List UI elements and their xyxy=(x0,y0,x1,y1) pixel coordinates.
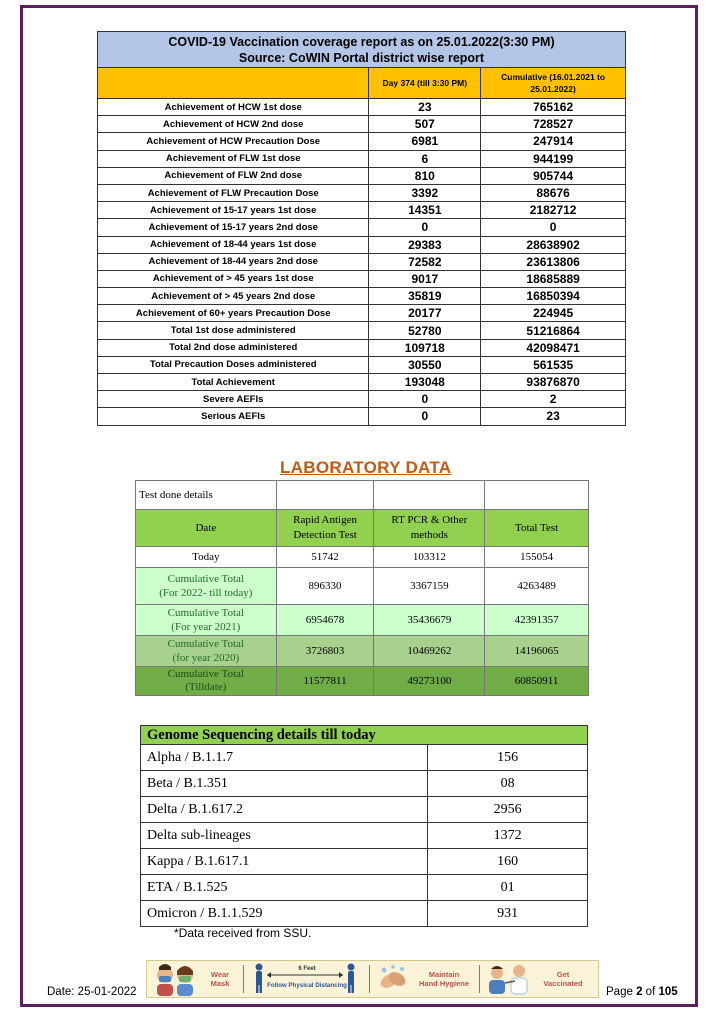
genome-variant-count: 156 xyxy=(428,745,588,771)
lab-row-label xyxy=(136,605,277,636)
banner-divider xyxy=(479,965,480,993)
vaccination-row-day: 20177 xyxy=(369,305,481,322)
vaccination-row-day: 6981 xyxy=(369,133,481,150)
vaccination-row-label: Achievement of FLW Precaution Dose xyxy=(98,184,369,201)
vaccination-row-cumulative: 51216864 xyxy=(481,322,626,339)
lab-row-label xyxy=(136,547,277,568)
vaccination-row-cumulative: 16850394 xyxy=(481,288,626,305)
vaccination-row xyxy=(98,184,626,201)
vaccination-row-day: 72582 xyxy=(369,253,481,270)
mask-people-icon xyxy=(151,961,201,997)
vaccination-row-day: 30550 xyxy=(369,356,481,373)
vaccination-row xyxy=(98,116,626,133)
lab-row-label-line2: (Tilldate) xyxy=(185,681,227,693)
vaccination-row-label: Achievement of HCW 2nd dose xyxy=(98,116,369,133)
vaccination-row-label: Achievement of 15-17 years 2nd dose xyxy=(98,219,369,236)
empty-cell xyxy=(374,481,485,510)
lab-row-label-line1: Cumulative Total xyxy=(167,668,244,680)
genome-variant-count: 1372 xyxy=(428,823,588,849)
lab-row xyxy=(136,605,589,636)
vaccination-row xyxy=(98,305,626,322)
vaccination-row xyxy=(98,391,626,408)
vaccination-row-day: 810 xyxy=(369,167,481,184)
lab-row xyxy=(136,667,589,696)
vaccination-title-line1: COVID-19 Vaccination coverage report as on 25.01.2022(3:30 PM) xyxy=(168,34,555,49)
vaccination-row xyxy=(98,322,626,339)
vaccination-row-day: 109718 xyxy=(369,339,481,356)
vaccination-row xyxy=(98,253,626,270)
hand-hygiene-text xyxy=(413,970,475,988)
wear-mask-text xyxy=(205,970,235,988)
genome-variant-name: Beta / B.1.351 xyxy=(141,771,428,797)
empty-cell xyxy=(276,481,374,510)
vaccination-row-day: 0 xyxy=(369,391,481,408)
vaccination-title-row xyxy=(98,32,626,68)
genome-title: Genome Sequencing details till today xyxy=(141,726,588,745)
empty-cell xyxy=(485,481,589,510)
vaccination-row-label: Total 1st dose administered xyxy=(98,322,369,339)
lab-row-total: 4263489 xyxy=(485,568,589,605)
vaccination-row xyxy=(98,374,626,391)
vaccination-row xyxy=(98,133,626,150)
genome-row xyxy=(141,797,588,823)
vaccination-row-label: Total Precaution Doses administered xyxy=(98,356,369,373)
vaccination-row-label: Serious AEFIs xyxy=(98,408,369,425)
lab-row-rat: 11577811 xyxy=(276,667,374,696)
vaccination-row-cumulative: 28638902 xyxy=(481,236,626,253)
genome-variant-name: Kappa / B.1.617.1 xyxy=(141,849,428,875)
genome-header-row xyxy=(141,726,588,745)
footer-date: Date: 25-01-2022 xyxy=(47,986,137,998)
vaccination-row-cumulative: 2182712 xyxy=(481,202,626,219)
safety-banner xyxy=(146,960,599,998)
page-current: 2 xyxy=(636,986,643,998)
genome-variant-count: 01 xyxy=(428,875,588,901)
vaccination-row-day: 29383 xyxy=(369,236,481,253)
vaccination-row-day: 9017 xyxy=(369,270,481,287)
lab-row-rtpcr: 35436679 xyxy=(374,605,485,636)
genome-row xyxy=(141,823,588,849)
vaccination-row-day: 14351 xyxy=(369,202,481,219)
lab-row-label xyxy=(136,636,277,667)
lab-row-label-line1: Cumulative Total xyxy=(167,607,244,619)
banner-divider xyxy=(369,965,370,993)
lab-row-label-line2: (For 2022- till today) xyxy=(159,587,253,599)
laboratory-section-title: LABORATORY DATA xyxy=(280,458,452,477)
vaccination-row-label: Severe AEFIs xyxy=(98,391,369,408)
vaccination-header-row xyxy=(98,68,626,99)
lab-row-total: 14196065 xyxy=(485,636,589,667)
vaccination-row xyxy=(98,288,626,305)
page-number xyxy=(606,986,678,998)
vaccination-row-cumulative: 42098471 xyxy=(481,339,626,356)
lab-row-rat: 6954678 xyxy=(276,605,374,636)
vaccination-row-label: Total Achievement xyxy=(98,374,369,391)
lab-header-rtpcr-line2: methods xyxy=(410,529,448,541)
lab-row-label-line1: Cumulative Total xyxy=(167,573,244,585)
header-cumulative-line1: Cumulative (16.01.2021 to xyxy=(501,72,606,82)
genome-variant-count: 2956 xyxy=(428,797,588,823)
vaccination-row-day: 193048 xyxy=(369,374,481,391)
genome-variant-name: Alpha / B.1.1.7 xyxy=(141,745,428,771)
header-blank xyxy=(98,68,369,99)
vaccination-row-label: Achievement of 18-44 years 2nd dose xyxy=(98,253,369,270)
lab-row-rtpcr: 10469262 xyxy=(374,636,485,667)
page-prefix: Page xyxy=(606,986,633,998)
lab-row-rat: 51742 xyxy=(276,547,374,568)
vaccination-row-cumulative: 88676 xyxy=(481,184,626,201)
vaccination-row xyxy=(98,219,626,236)
vaccination-row-label: Achievement of 15-17 years 1st dose xyxy=(98,202,369,219)
page-total: 105 xyxy=(658,986,678,998)
lab-header-date: Date xyxy=(136,510,277,547)
vaccination-row-label: Achievement of FLW 1st dose xyxy=(98,150,369,167)
lab-row-label xyxy=(136,667,277,696)
vaccination-row-cumulative: 23 xyxy=(481,408,626,425)
vaccinated-text: Vaccinated xyxy=(543,979,583,988)
get-vaccinated-text xyxy=(539,970,587,988)
vaccination-row-cumulative: 18685889 xyxy=(481,270,626,287)
vaccination-row xyxy=(98,99,626,116)
vaccination-row-day: 0 xyxy=(369,219,481,236)
vaccination-row-cumulative: 0 xyxy=(481,219,626,236)
vaccination-row xyxy=(98,339,626,356)
lab-row-total: 42391357 xyxy=(485,605,589,636)
genome-body xyxy=(141,745,588,927)
vaccination-row-day: 6 xyxy=(369,150,481,167)
lab-row-rat: 896330 xyxy=(276,568,374,605)
vaccination-row-cumulative: 728527 xyxy=(481,116,626,133)
lab-header-rat-line1: Rapid Antigen xyxy=(293,514,357,526)
genome-variant-count: 08 xyxy=(428,771,588,797)
vaccination-row-cumulative: 765162 xyxy=(481,99,626,116)
vaccination-row-cumulative: 944199 xyxy=(481,150,626,167)
lab-header-rtpcr-line1: RT PCR & Other xyxy=(391,514,468,526)
vaccination-row-day: 507 xyxy=(369,116,481,133)
lab-row-rtpcr: 103312 xyxy=(374,547,485,568)
genome-row xyxy=(141,745,588,771)
page-of: of xyxy=(645,986,656,998)
vaccination-body xyxy=(98,99,626,426)
lab-header-rat xyxy=(276,510,374,547)
lab-row-label-line2: (For year 2021) xyxy=(171,621,241,633)
vaccination-row-cumulative: 224945 xyxy=(481,305,626,322)
header-cumulative-line2: 25.01.2022) xyxy=(530,84,576,94)
vaccination-row xyxy=(98,167,626,184)
vaccination-source: Source: CoWIN Portal district wise report xyxy=(238,50,485,65)
genome-table xyxy=(140,725,588,927)
lab-header-row xyxy=(136,510,589,547)
genome-variant-name: Omicron / B.1.1.529 xyxy=(141,901,428,927)
vaccination-row xyxy=(98,236,626,253)
get-text: Get xyxy=(556,970,570,979)
vaccination-row-day: 0 xyxy=(369,408,481,425)
genome-row xyxy=(141,901,588,927)
maintain-text: Maintain xyxy=(428,970,460,979)
six-feet-text: 6 Feet xyxy=(298,966,316,972)
vaccination-row-label: Total 2nd dose administered xyxy=(98,339,369,356)
lab-row-total: 155054 xyxy=(485,547,589,568)
vaccination-row-cumulative: 2 xyxy=(481,391,626,408)
lab-test-done-row xyxy=(136,481,589,510)
genome-variant-count: 160 xyxy=(428,849,588,875)
vaccination-row-label: Achievement of > 45 years 2nd dose xyxy=(98,288,369,305)
laboratory-table xyxy=(135,480,589,696)
vaccination-row xyxy=(98,408,626,425)
genome-variant-name: Delta / B.1.617.2 xyxy=(141,797,428,823)
vaccination-row-cumulative: 93876870 xyxy=(481,374,626,391)
vaccination-row xyxy=(98,202,626,219)
lab-row-rtpcr: 49273100 xyxy=(374,667,485,696)
lab-body xyxy=(136,547,589,696)
genome-row xyxy=(141,875,588,901)
wear-text: Wear xyxy=(210,970,230,979)
lab-row-total: 60850911 xyxy=(485,667,589,696)
genome-variant-name: Delta sub-lineages xyxy=(141,823,428,849)
header-cumulative xyxy=(481,68,626,99)
vaccination-row-cumulative: 247914 xyxy=(481,133,626,150)
header-day: Day 374 (till 3:30 PM) xyxy=(369,68,481,99)
lab-row xyxy=(136,568,589,605)
lab-row-label-line2: (for year 2020) xyxy=(172,652,240,664)
vaccination-row xyxy=(98,356,626,373)
vaccination-row-label: Achievement of 60+ years Precaution Dose xyxy=(98,305,369,322)
vaccination-row-day: 3392 xyxy=(369,184,481,201)
physical-distancing-text: Follow Physical Distancing xyxy=(267,982,347,989)
vaccination-table xyxy=(97,31,626,426)
test-done-label: Test done details xyxy=(136,481,277,510)
hygiene-text: Hand Hygiene xyxy=(418,979,469,988)
lab-row-label-line1: Cumulative Total xyxy=(167,638,244,650)
banner-divider xyxy=(243,965,244,993)
lab-row xyxy=(136,636,589,667)
lab-row-label-line1: Today xyxy=(192,551,220,563)
data-source-note: *Data received from SSU. xyxy=(174,926,312,940)
genome-variant-count: 931 xyxy=(428,901,588,927)
genome-row xyxy=(141,771,588,797)
vaccination-row xyxy=(98,150,626,167)
lab-row-rtpcr: 3367159 xyxy=(374,568,485,605)
vaccination-row-label: Achievement of 18-44 years 1st dose xyxy=(98,236,369,253)
vaccination-row-cumulative: 561535 xyxy=(481,356,626,373)
vaccination-row-cumulative: 23613806 xyxy=(481,253,626,270)
vaccination-row-day: 52780 xyxy=(369,322,481,339)
genome-variant-name: ETA / B.1.525 xyxy=(141,875,428,901)
vaccination-row xyxy=(98,270,626,287)
hand-wash-icon xyxy=(375,961,411,997)
vaccination-row-label: Achievement of > 45 years 1st dose xyxy=(98,270,369,287)
vaccination-row-label: Achievement of FLW 2nd dose xyxy=(98,167,369,184)
vaccination-row-label: Achievement of HCW 1st dose xyxy=(98,99,369,116)
lab-header-total: Total Test xyxy=(485,510,589,547)
vaccination-icon xyxy=(485,961,535,997)
lab-header-rat-line2: Detection Test xyxy=(293,529,357,541)
vaccination-row-day: 23 xyxy=(369,99,481,116)
mask-text: Mask xyxy=(210,979,230,988)
genome-row xyxy=(141,849,588,875)
vaccination-row-day: 35819 xyxy=(369,288,481,305)
lab-header-rtpcr xyxy=(374,510,485,547)
lab-row xyxy=(136,547,589,568)
vaccination-row-label: Achievement of HCW Precaution Dose xyxy=(98,133,369,150)
vaccination-title xyxy=(98,32,626,68)
lab-row-rat: 3726803 xyxy=(276,636,374,667)
vaccination-row-cumulative: 905744 xyxy=(481,167,626,184)
lab-row-label xyxy=(136,568,277,605)
